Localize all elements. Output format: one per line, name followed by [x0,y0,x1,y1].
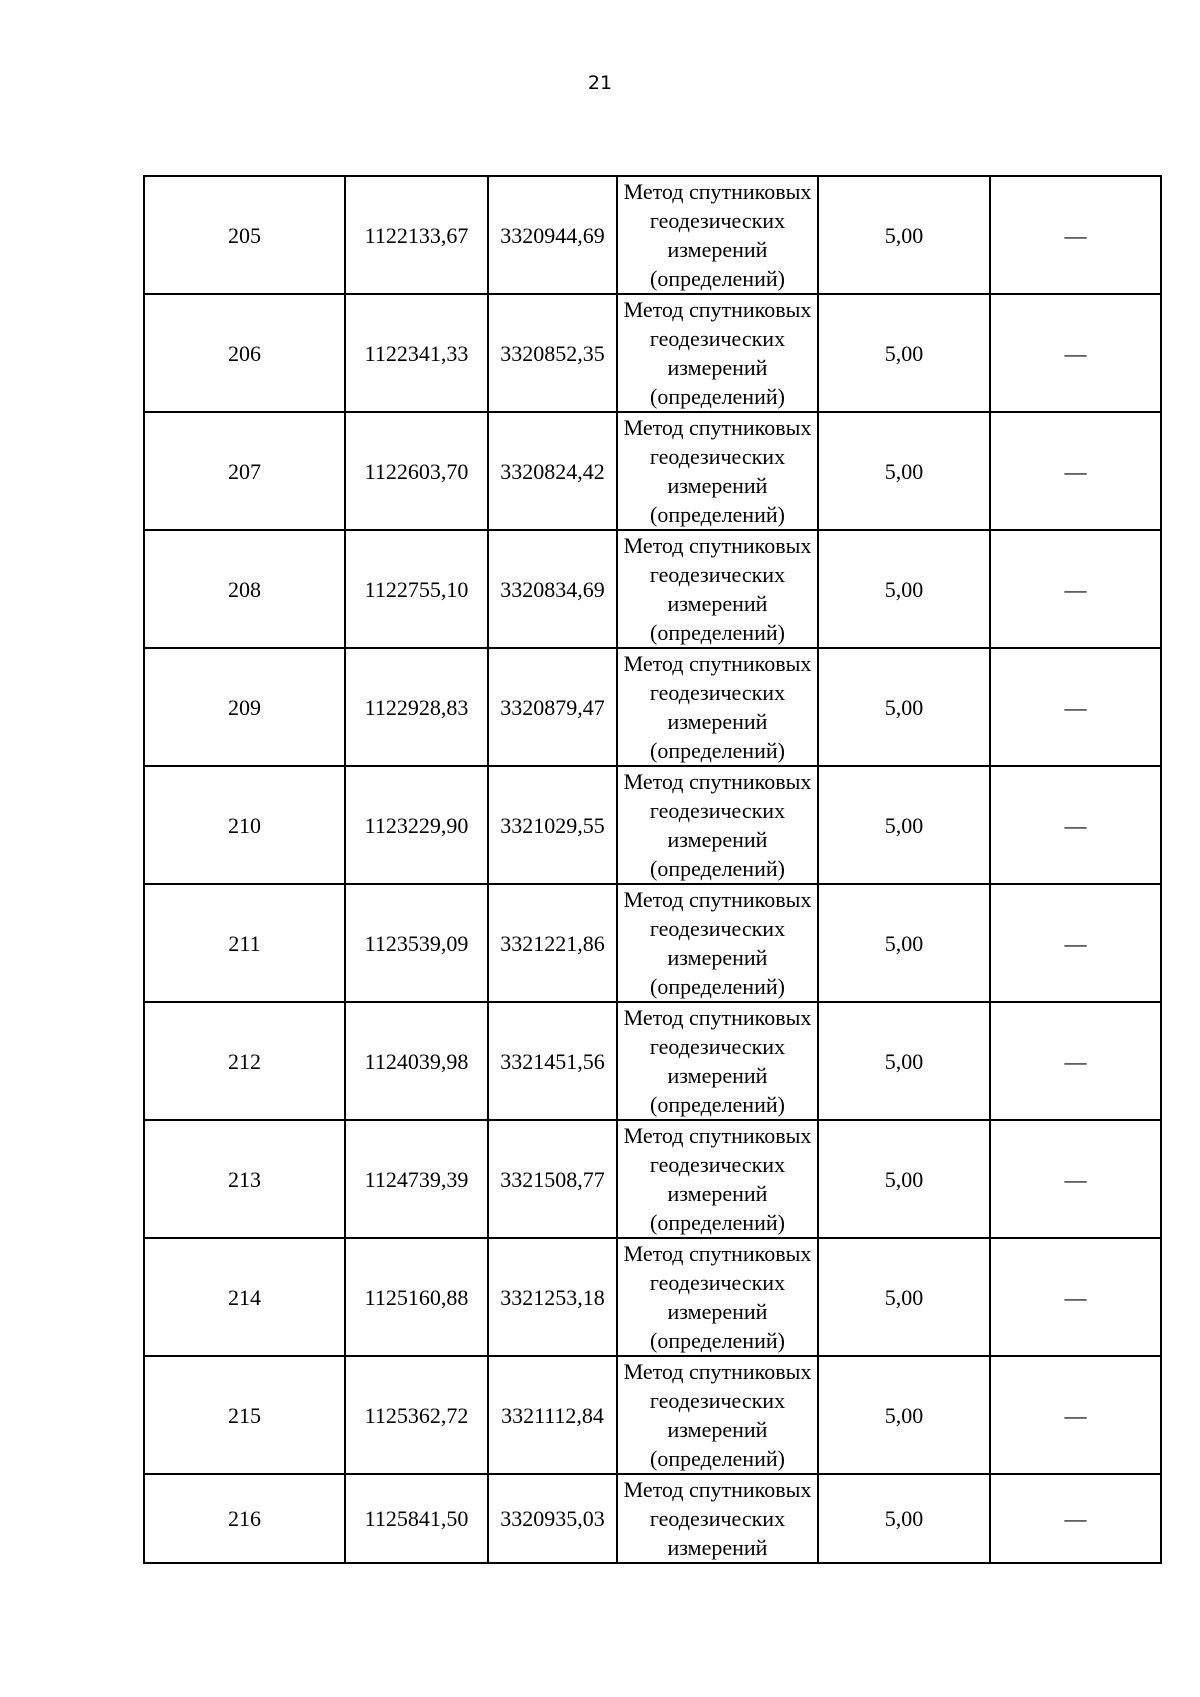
method-line: Метод спутниковых [623,887,812,912]
method-line: Метод спутниковых [623,651,812,676]
point-number-cell: 212 [144,1002,345,1120]
x-coordinate-cell: 1122133,67 [345,176,488,294]
method-line: геодезических [649,562,786,587]
x-coordinate-cell: 1123229,90 [345,766,488,884]
method-cell [617,1238,818,1356]
accuracy-cell: 5,00 [818,1238,990,1356]
note-cell: — [990,176,1161,294]
method-line: (определений) [650,1210,785,1235]
method-line: геодезических [649,680,786,705]
y-coordinate-cell: 3321221,86 [488,884,617,1002]
y-coordinate-cell: 3320879,47 [488,648,617,766]
accuracy-cell: 5,00 [818,412,990,530]
table-row [144,176,1161,294]
table-row [144,412,1161,530]
method-cell [617,1120,818,1238]
page-number: 21 [587,72,613,94]
method-line: (определений) [650,620,785,645]
note-cell: — [990,1120,1161,1238]
method-cell [617,1474,818,1563]
table-row [144,766,1161,884]
method-line: геодезических [649,916,786,941]
method-line: Метод спутниковых [623,769,812,794]
table-row [144,884,1161,1002]
method-line: Метод спутниковых [623,415,812,440]
method-cell [617,412,818,530]
point-number-cell: 208 [144,530,345,648]
y-coordinate-cell: 3320935,03 [488,1474,617,1563]
accuracy-cell: 5,00 [818,176,990,294]
table-row [144,1120,1161,1238]
method-line: измерений [667,591,768,616]
method-line: Метод спутниковых [623,1359,812,1384]
point-number-cell: 205 [144,176,345,294]
method-line: (определений) [650,1328,785,1353]
method-line: Метод спутниковых [623,297,812,322]
table-row [144,294,1161,412]
x-coordinate-cell: 1122603,70 [345,412,488,530]
coordinates-table-body [144,176,1161,1563]
method-line: геодезических [649,1270,786,1295]
table-row [144,1356,1161,1474]
point-number-cell: 211 [144,884,345,1002]
method-line: Метод спутниковых [623,1123,812,1148]
method-line: (определений) [650,384,785,409]
accuracy-cell: 5,00 [818,766,990,884]
y-coordinate-cell: 3321508,77 [488,1120,617,1238]
method-line: (определений) [650,1092,785,1117]
accuracy-cell: 5,00 [818,1356,990,1474]
method-line: геодезических [649,1506,786,1531]
method-line: (определений) [650,266,785,291]
note-cell: — [990,766,1161,884]
y-coordinate-cell: 3320824,42 [488,412,617,530]
y-coordinate-cell: 3321451,56 [488,1002,617,1120]
method-cell [617,530,818,648]
method-line: измерений [667,1299,768,1324]
note-cell: — [990,1356,1161,1474]
point-number-cell: 214 [144,1238,345,1356]
x-coordinate-cell: 1125362,72 [345,1356,488,1474]
point-number-cell: 216 [144,1474,345,1563]
y-coordinate-cell: 3320834,69 [488,530,617,648]
method-line: геодезических [649,1388,786,1413]
table-row [144,530,1161,648]
x-coordinate-cell: 1124039,98 [345,1002,488,1120]
method-line: Метод спутниковых [623,1005,812,1030]
coordinates-table [143,175,1162,1564]
method-line: измерений [667,1535,768,1560]
method-cell [617,1002,818,1120]
table-row [144,1002,1161,1120]
y-coordinate-cell: 3320852,35 [488,294,617,412]
method-line: измерений [667,709,768,734]
method-line: измерений [667,827,768,852]
method-line: (определений) [650,502,785,527]
point-number-cell: 215 [144,1356,345,1474]
note-cell: — [990,648,1161,766]
accuracy-cell: 5,00 [818,1474,990,1563]
note-cell: — [990,412,1161,530]
accuracy-cell: 5,00 [818,1120,990,1238]
method-line: геодезических [649,1152,786,1177]
method-line: (определений) [650,974,785,999]
accuracy-cell: 5,00 [818,294,990,412]
y-coordinate-cell: 3321112,84 [488,1356,617,1474]
method-line: геодезических [649,444,786,469]
accuracy-cell: 5,00 [818,648,990,766]
method-line: Метод спутниковых [623,1477,812,1502]
y-coordinate-cell: 3321253,18 [488,1238,617,1356]
x-coordinate-cell: 1122755,10 [345,530,488,648]
accuracy-cell: 5,00 [818,884,990,1002]
note-cell: — [990,294,1161,412]
x-coordinate-cell: 1125160,88 [345,1238,488,1356]
x-coordinate-cell: 1122928,83 [345,648,488,766]
point-number-cell: 206 [144,294,345,412]
method-line: измерений [667,237,768,262]
method-cell [617,1356,818,1474]
note-cell: — [990,1238,1161,1356]
method-line: измерений [667,473,768,498]
x-coordinate-cell: 1124739,39 [345,1120,488,1238]
method-line: Метод спутниковых [623,179,812,204]
point-number-cell: 207 [144,412,345,530]
method-line: измерений [667,945,768,970]
method-line: измерений [667,1063,768,1088]
method-line: геодезических [649,1034,786,1059]
method-line: (определений) [650,1446,785,1471]
accuracy-cell: 5,00 [818,1002,990,1120]
method-line: геодезических [649,798,786,823]
point-number-cell: 213 [144,1120,345,1238]
note-cell: — [990,884,1161,1002]
method-line: (определений) [650,856,785,881]
method-line: геодезических [649,326,786,351]
method-line: Метод спутниковых [623,1241,812,1266]
y-coordinate-cell: 3321029,55 [488,766,617,884]
method-line: измерений [667,1181,768,1206]
accuracy-cell: 5,00 [818,530,990,648]
method-cell [617,884,818,1002]
method-line: Метод спутниковых [623,533,812,558]
note-cell: — [990,1474,1161,1563]
method-line: измерений [667,1417,768,1442]
x-coordinate-cell: 1125841,50 [345,1474,488,1563]
table-row [144,1238,1161,1356]
method-cell [617,766,818,884]
method-line: геодезических [649,208,786,233]
method-line: (определений) [650,738,785,763]
method-cell [617,176,818,294]
table-row [144,648,1161,766]
x-coordinate-cell: 1123539,09 [345,884,488,1002]
point-number-cell: 209 [144,648,345,766]
table-row [144,1474,1161,1563]
method-cell [617,648,818,766]
point-number-cell: 210 [144,766,345,884]
y-coordinate-cell: 3320944,69 [488,176,617,294]
note-cell: — [990,1002,1161,1120]
note-cell: — [990,530,1161,648]
method-line: измерений [667,355,768,380]
x-coordinate-cell: 1122341,33 [345,294,488,412]
method-cell [617,294,818,412]
